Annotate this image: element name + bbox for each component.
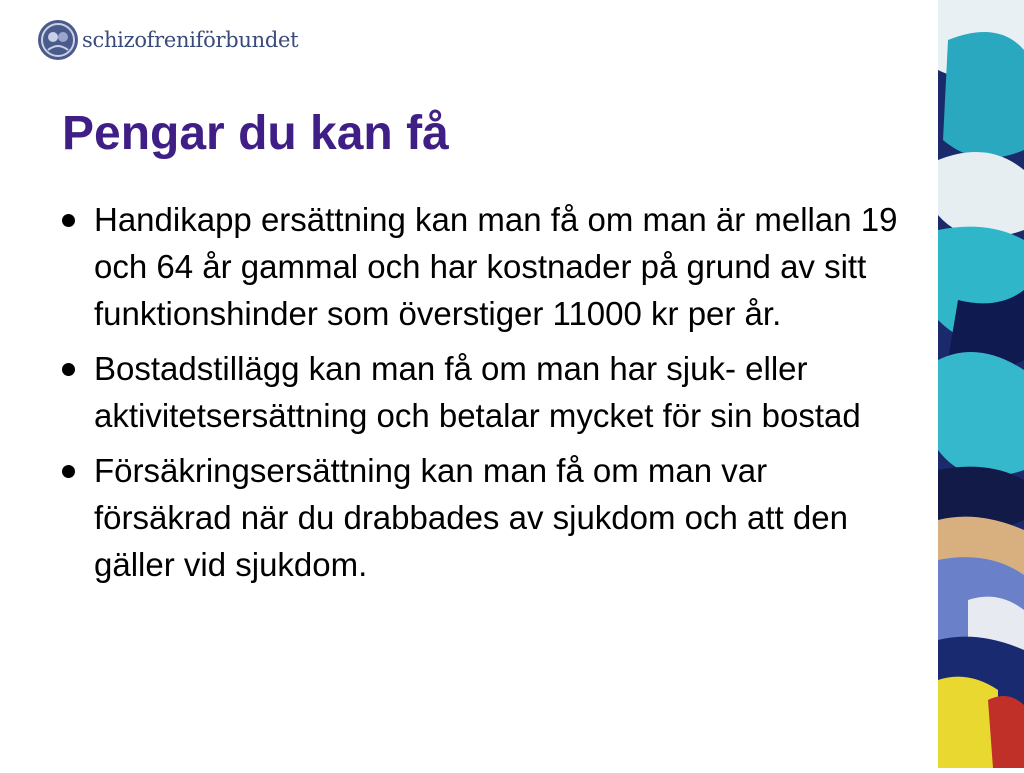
seal-logo-icon (38, 20, 78, 60)
bullet-item (60, 447, 900, 588)
bullet-text: Försäkringsersättning kan man få om man var försäkrad när du drabbades av sjukdom och att den gäller vid sjukdom. (94, 452, 848, 583)
bullet-dot-icon (62, 214, 75, 227)
logo-text: schizofreniförbundet (82, 28, 299, 52)
slide-title: Pengar du kan få (62, 107, 449, 160)
bullet-text: Handikapp ersättning kan man få om man är mellan 19 och 64 år gammal och har kostnader på grund av sitt funktionshinder som överstiger 11000 kr per år. (94, 201, 898, 332)
bullet-item (60, 345, 900, 439)
organization-logo (38, 18, 298, 62)
bullet-item (60, 196, 900, 337)
bullet-text: Bostadstillägg kan man få om man har sjuk- eller aktivitetsersättning och betalar mycket för sin bostad (94, 350, 861, 434)
decorative-painting (938, 0, 1024, 768)
bullet-dot-icon (62, 465, 75, 478)
bullet-dot-icon (62, 363, 75, 376)
bullet-list (60, 196, 900, 596)
